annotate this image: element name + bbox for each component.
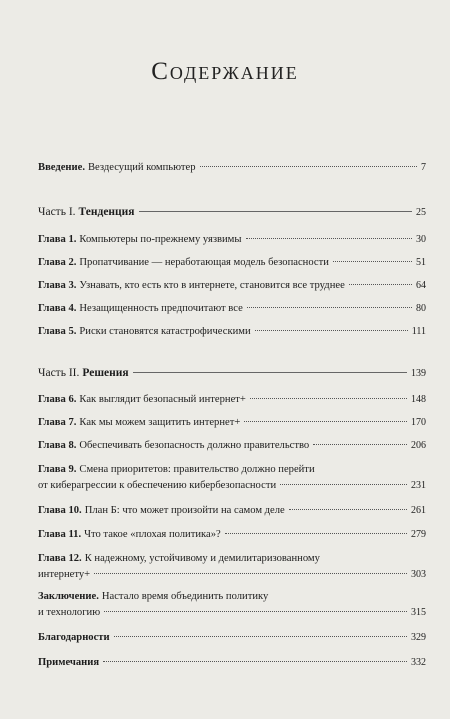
leader-dots [114,636,407,637]
entry-title-continued: интернету+ [38,569,91,580]
part-label: Часть I. [38,206,76,218]
leader-line [133,372,407,373]
toc-entry-ch8[interactable] [38,439,426,453]
entry-title: Как выглядит безопасный интернет+ [79,394,246,405]
entry-title-continued: от киберагрессии к обеспечению кибербезопасности [38,480,277,491]
leader-dots [104,611,407,612]
entry-label: Глава 10. [38,505,82,516]
entry-label: Глава 5. [38,326,77,337]
entry-title: Компьютеры по-прежнему уязвимы [79,234,242,245]
toc-entry-ch2[interactable] [38,256,426,270]
entry-label: Глава 11. [38,529,82,540]
leader-line [139,211,412,212]
part-title: Решения [82,367,129,379]
toc-entry-ch1[interactable] [38,233,426,247]
entry-page: 261 [411,505,426,516]
leader-dots [225,533,407,534]
entry-page: 139 [411,368,426,379]
entry-title: Риски становятся катастрофическими [79,326,251,337]
entry-page: 206 [411,440,426,451]
entry-page: 231 [411,480,426,491]
leader-dots [289,509,407,510]
toc-entry-ch5[interactable] [38,325,426,339]
leader-dots [94,573,407,574]
leader-dots [349,284,412,285]
entry-title: Примечания [38,657,100,668]
entry-title: План Б: что может произойти на самом деле [84,505,285,516]
leader-dots [244,421,407,422]
entry-label: Заключение. [38,591,99,602]
entry-label: Глава 8. [38,440,77,451]
leader-dots [247,307,412,308]
entry-page: 25 [416,207,426,218]
leader-dots [103,661,407,662]
leader-dots [250,398,407,399]
toc-entry-part2[interactable] [38,366,426,381]
entry-title: Что такое «плохая политика»? [84,529,221,540]
toc-entry-acknowledgements[interactable] [38,631,426,645]
entry-page: 315 [411,607,426,618]
entry-title: Смена приоритетов: правительство должно перейти [79,464,315,475]
entry-title: Узнавать, кто есть кто в интернете, становится все труднее [79,280,345,291]
toc-entry-ch11[interactable] [38,528,426,542]
toc-entry-ch4[interactable] [38,302,426,316]
part-title: Тенденция [78,206,135,218]
entry-page: 30 [416,234,426,245]
entry-page: 332 [411,657,426,668]
toc-entry-intro[interactable] [38,161,426,175]
entry-label: Глава 7. [38,417,77,428]
entry-page: 51 [416,257,426,268]
toc-entry-ch7[interactable] [38,416,426,430]
toc-entry-part1[interactable] [38,205,426,220]
entry-title: Как мы можем защитить интернет+ [79,417,241,428]
leader-dots [255,330,408,331]
entry-title: Обеспечивать безопасность должно правительство [79,440,310,451]
entry-page: 170 [411,417,426,428]
entry-label: Глава 3. [38,280,77,291]
entry-page: 80 [416,303,426,314]
leader-dots [246,238,413,239]
entry-title: Настало время объединить политику [101,591,269,602]
leader-dots [333,261,412,262]
entry-title: Незащищенность предпочитают все [79,303,243,314]
entry-label: Глава 12. [38,553,82,564]
toc-entry-conclusion[interactable] [38,590,426,620]
leader-dots [200,166,417,167]
entry-page: 279 [411,529,426,540]
toc-entry-ch9[interactable] [38,463,426,493]
page-title: Содержание [151,58,299,85]
toc-entry-ch3[interactable] [38,279,426,293]
entry-page: 111 [411,326,426,337]
entry-page: 64 [416,280,426,291]
toc-entry-ch6[interactable] [38,393,426,407]
leader-dots [280,484,407,485]
part-label: Часть II. [38,367,80,379]
entry-label: Введение. [38,162,85,173]
entry-title-continued: и технологию [38,607,101,618]
toc-entry-ch10[interactable] [38,504,426,518]
entry-label: Глава 1. [38,234,77,245]
entry-page: 329 [411,632,426,643]
entry-title: К надежному, устойчивому и демилитаризованному [84,553,320,564]
entry-page: 7 [421,162,426,173]
entry-title: Благодарности [38,632,110,643]
entry-title: Пропатчивание — неработающая модель безопасности [79,257,329,268]
entry-label: Глава 9. [38,464,77,475]
entry-title: Вездесущий компьютер [87,162,196,173]
entry-label: Глава 2. [38,257,77,268]
toc-entry-ch12[interactable] [38,552,426,582]
entry-page: 303 [411,569,426,580]
toc-entry-notes[interactable] [38,656,426,670]
entry-page: 148 [411,394,426,405]
leader-dots [313,444,407,445]
entry-label: Глава 4. [38,303,77,314]
entry-label: Глава 6. [38,394,77,405]
